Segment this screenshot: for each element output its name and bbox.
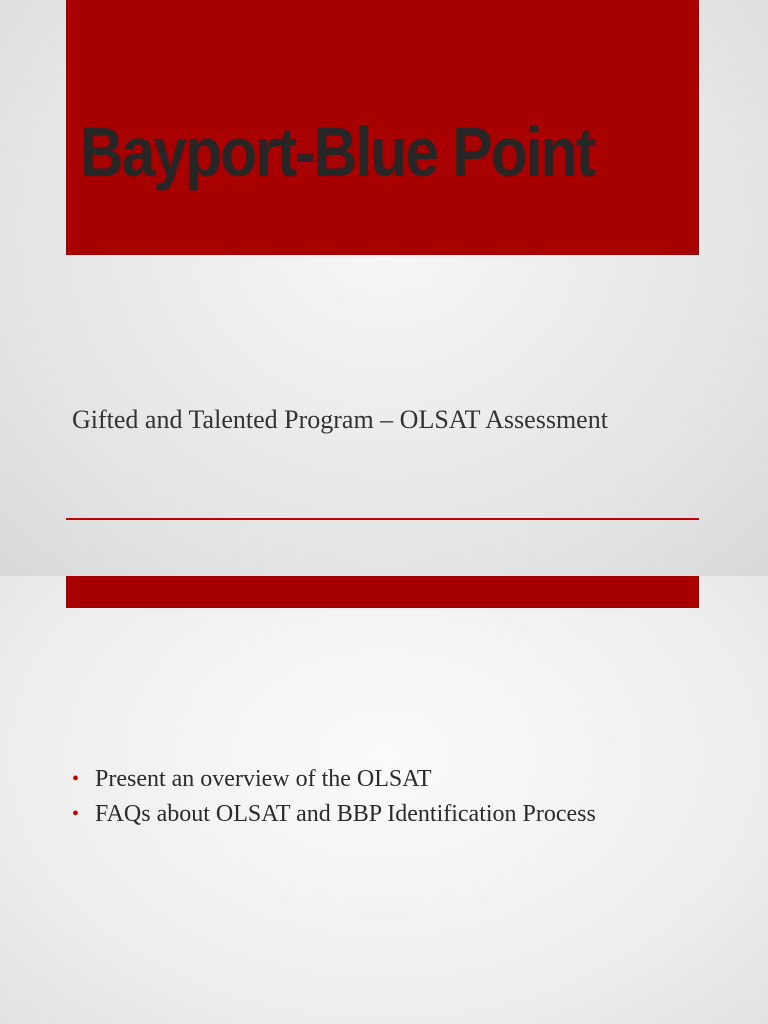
slide-title: Bayport-Blue Point [80,113,595,191]
overview-slide [0,576,768,1024]
subtitle-divider [66,518,699,520]
title-banner [66,0,699,255]
bullet-item-overview: • Present an overview of the OLSAT [72,762,596,797]
bullet-list [72,762,596,832]
slide-header-bar [66,576,699,608]
slide-subtitle: Gifted and Talented Program – OLSAT Assessment [72,405,608,434]
bullet-item-faqs: • FAQs about OLSAT and BBP Identification Process [72,797,596,832]
